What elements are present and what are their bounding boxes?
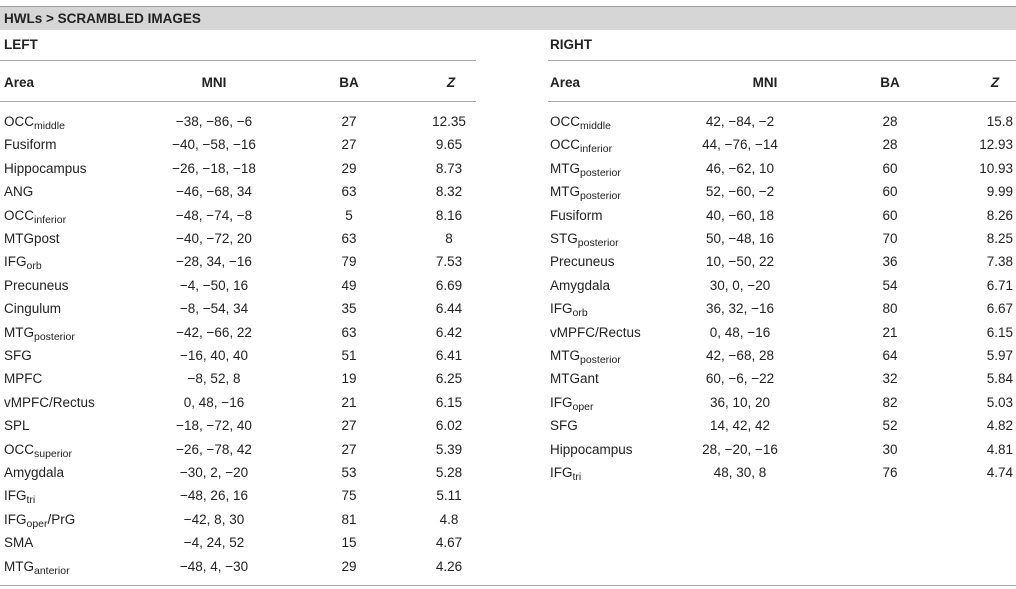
z-cell: 6.41 xyxy=(435,348,463,363)
mni-cell: −16, 40, 40 xyxy=(180,348,248,363)
area-subscript: tri xyxy=(26,494,36,506)
area-name: OCC xyxy=(4,114,34,129)
ba-cell: 15 xyxy=(341,535,357,550)
mni-cell: 14, 42, 42 xyxy=(709,418,771,433)
area-name: MTG xyxy=(4,325,34,340)
mni-cell: −4, 24, 52 xyxy=(183,535,245,550)
ba-cell: 75 xyxy=(341,488,357,503)
z-cell: 4.81 xyxy=(986,442,1013,457)
area-cell xyxy=(4,442,72,458)
z-cell: 8.25 xyxy=(986,231,1013,246)
z-cell: 6.69 xyxy=(435,278,463,293)
z-cell: 6.15 xyxy=(986,325,1013,340)
ba-cell: 52 xyxy=(882,418,898,433)
area-name: SPL xyxy=(4,418,30,433)
right-header-ba: BA xyxy=(880,75,900,90)
area-subscript: posterior xyxy=(34,331,75,343)
mni-cell: 36, 32, −16 xyxy=(706,301,774,316)
area-cell xyxy=(4,465,64,481)
area-subscript: posterior xyxy=(577,237,619,249)
z-cell: 8.32 xyxy=(435,184,463,199)
mni-cell: 40, −60, 18 xyxy=(706,208,774,223)
area-subscript: oper xyxy=(572,401,594,413)
ba-cell: 70 xyxy=(882,231,898,246)
ba-cell: 21 xyxy=(882,325,898,340)
area-name: IFG xyxy=(550,301,573,316)
area-name: vMPFC/Rectus xyxy=(4,395,95,410)
mni-cell: 0, 48, −16 xyxy=(709,325,771,340)
area-cell xyxy=(4,208,66,224)
area-suffix: /PrG xyxy=(47,512,76,527)
z-cell: 8 xyxy=(445,231,453,246)
ba-cell: 53 xyxy=(341,465,357,480)
ba-cell: 30 xyxy=(882,442,898,457)
z-cell: 6.44 xyxy=(435,301,463,316)
ba-cell: 27 xyxy=(341,442,357,457)
mni-cell: −26, −78, 42 xyxy=(176,442,252,457)
area-cell xyxy=(4,559,70,575)
area-cell xyxy=(550,348,621,364)
area-name: MTG xyxy=(4,559,34,574)
area-cell xyxy=(4,488,35,504)
area-subscript: posterior xyxy=(580,167,621,179)
area-subscript: middle xyxy=(34,120,65,132)
area-subscript: superior xyxy=(34,448,72,460)
right-header-area: Area xyxy=(550,75,581,90)
z-cell: 8.26 xyxy=(986,208,1013,223)
area-subscript: orb xyxy=(572,307,588,319)
z-cell: 4.74 xyxy=(986,465,1013,480)
z-cell: 6.42 xyxy=(435,325,463,340)
area-cell xyxy=(4,254,42,270)
area-cell xyxy=(4,348,32,364)
mni-cell: −26, −18, −18 xyxy=(172,161,256,176)
ba-cell: 28 xyxy=(882,137,898,152)
area-name: Amygdala xyxy=(550,278,611,293)
mni-cell: −42, 8, 30 xyxy=(183,512,245,527)
left-header-z: Z xyxy=(446,75,456,90)
ba-cell: 81 xyxy=(341,512,357,527)
z-cell: 8.73 xyxy=(435,161,463,176)
ba-cell: 49 xyxy=(341,278,357,293)
z-cell: 5.03 xyxy=(986,395,1013,410)
ba-cell: 60 xyxy=(882,161,898,176)
area-cell xyxy=(550,465,581,481)
area-cell xyxy=(550,254,615,270)
z-cell: 7.53 xyxy=(435,254,463,269)
area-subscript: oper xyxy=(26,518,48,530)
mni-cell: 0, 48, −16 xyxy=(183,395,245,410)
mni-cell: −40, −58, −16 xyxy=(172,137,256,152)
right-rule-top xyxy=(548,60,1016,61)
mni-cell: 60, −6, −22 xyxy=(705,371,775,386)
right-hemisphere-label: RIGHT xyxy=(550,37,592,52)
area-name: MTGant xyxy=(550,371,599,386)
mni-cell: −28, 34, −16 xyxy=(176,254,252,269)
z-cell: 6.71 xyxy=(986,278,1013,293)
area-subscript: inferior xyxy=(34,214,67,226)
mni-cell: 28, −20, −16 xyxy=(702,442,778,457)
mni-cell: −48, 4, −30 xyxy=(179,559,249,574)
table-title: HWLs > SCRAMBLED IMAGES xyxy=(4,11,201,26)
area-cell xyxy=(4,512,75,528)
mni-cell: 10, −50, 22 xyxy=(706,254,774,269)
ba-cell: 76 xyxy=(882,465,898,480)
area-name: MTG xyxy=(550,161,580,176)
area-name: MTG xyxy=(550,348,580,363)
mni-cell: −30, 2, −20 xyxy=(179,465,249,480)
left-header-mni: MNI xyxy=(201,75,227,90)
left-hemisphere-label: LEFT xyxy=(4,37,38,52)
area-cell xyxy=(550,161,621,177)
area-subscript: posterior xyxy=(580,354,621,366)
ba-cell: 64 xyxy=(882,348,898,363)
area-name: Fusiform xyxy=(550,208,603,223)
area-subscript: tri xyxy=(572,471,582,483)
area-cell xyxy=(4,161,87,177)
mni-cell: −4, −50, 16 xyxy=(179,278,249,293)
right-rule-header xyxy=(548,101,1016,102)
area-name: ANG xyxy=(4,184,34,199)
left-rule-header xyxy=(0,101,476,102)
z-cell: 9.65 xyxy=(435,137,463,152)
ba-cell: 63 xyxy=(341,325,357,340)
z-cell: 4.26 xyxy=(435,559,463,574)
z-cell: 5.97 xyxy=(986,348,1013,363)
ba-cell: 27 xyxy=(341,137,357,152)
ba-cell: 27 xyxy=(341,418,357,433)
ba-cell: 28 xyxy=(882,114,898,129)
table-title-band xyxy=(0,7,1016,30)
ba-cell: 63 xyxy=(341,184,357,199)
area-cell xyxy=(550,278,610,294)
area-name: Fusiform xyxy=(4,137,57,152)
left-header-area: Area xyxy=(4,75,35,90)
area-cell xyxy=(4,184,33,200)
mni-cell: −46, −68, 34 xyxy=(176,184,252,199)
area-name: STG xyxy=(550,231,578,246)
mni-cell: 44, −76, −14 xyxy=(702,137,778,152)
area-name: SFG xyxy=(550,418,578,433)
area-name: MTG xyxy=(550,184,580,199)
z-cell: 6.02 xyxy=(435,418,463,433)
area-cell xyxy=(550,184,621,200)
area-cell xyxy=(4,278,69,294)
area-cell xyxy=(4,231,60,247)
ba-cell: 63 xyxy=(341,231,357,246)
area-name: IFG xyxy=(4,488,27,503)
ba-cell: 60 xyxy=(882,208,898,223)
z-cell: 5.39 xyxy=(435,442,463,457)
z-cell: 5.11 xyxy=(436,488,462,503)
z-cell: 8.16 xyxy=(435,208,463,223)
area-subscript: middle xyxy=(580,120,611,132)
area-name: IFG xyxy=(4,254,27,269)
area-name: SFG xyxy=(4,348,32,363)
ba-cell: 21 xyxy=(341,395,357,410)
area-name: SMA xyxy=(4,535,34,550)
mni-cell: −8, 52, 8 xyxy=(187,371,241,386)
area-cell xyxy=(4,371,42,387)
mni-cell: 48, 30, 8 xyxy=(713,465,767,480)
z-cell: 5.84 xyxy=(986,371,1013,386)
z-cell: 7.38 xyxy=(986,254,1013,269)
ba-cell: 19 xyxy=(341,371,357,386)
area-cell xyxy=(4,395,95,411)
z-cell: 6.25 xyxy=(435,371,463,386)
area-name: IFG xyxy=(550,465,573,480)
ba-cell: 32 xyxy=(882,371,898,386)
mni-cell: 42, −68, 28 xyxy=(706,348,774,363)
area-cell xyxy=(550,418,578,434)
ba-cell: 79 xyxy=(341,254,357,269)
mni-cell: −42, −66, 22 xyxy=(176,325,252,340)
area-cell xyxy=(550,137,612,153)
z-cell: 6.67 xyxy=(986,301,1013,316)
area-cell xyxy=(4,114,65,130)
mni-cell: 42, −84, −2 xyxy=(705,114,775,129)
left-rule-top xyxy=(0,60,476,61)
area-cell xyxy=(550,395,594,411)
area-name: Precuneus xyxy=(550,254,615,269)
mni-cell: −48, 26, 16 xyxy=(180,488,248,503)
mni-cell: −8, −54, 34 xyxy=(179,301,249,316)
mni-cell: −38, −86, −6 xyxy=(175,114,253,129)
area-subscript: anterior xyxy=(34,565,70,577)
left-header-ba: BA xyxy=(339,75,359,90)
area-name: Precuneus xyxy=(4,278,69,293)
area-cell xyxy=(550,442,633,458)
ba-cell: 51 xyxy=(341,348,357,363)
mni-cell: 50, −48, 16 xyxy=(706,231,774,246)
ba-cell: 54 xyxy=(882,278,898,293)
ba-cell: 82 xyxy=(882,395,898,410)
area-cell xyxy=(550,208,603,224)
mni-cell: 46, −62, 10 xyxy=(706,161,774,176)
area-name: MTGpost xyxy=(4,231,60,246)
area-name: OCC xyxy=(550,114,580,129)
area-name: Cingulum xyxy=(4,301,62,316)
ba-cell: 35 xyxy=(341,301,357,316)
z-cell: 15.8 xyxy=(986,114,1013,129)
z-cell: 12.35 xyxy=(432,114,466,129)
z-cell: 12.93 xyxy=(979,137,1013,152)
ba-cell: 5 xyxy=(345,208,353,223)
area-subscript: inferior xyxy=(580,143,613,155)
area-name: Hippocampus xyxy=(4,161,87,176)
area-name: OCC xyxy=(550,137,580,152)
area-subscript: orb xyxy=(26,260,42,272)
mni-cell: 52, −60, −2 xyxy=(705,184,775,199)
area-cell xyxy=(550,371,599,387)
z-cell: 4.67 xyxy=(435,535,463,550)
area-cell xyxy=(550,301,588,317)
area-cell xyxy=(4,137,57,153)
ba-cell: 60 xyxy=(882,184,898,199)
area-name: OCC xyxy=(4,208,34,223)
area-subscript: posterior xyxy=(580,190,621,202)
area-cell xyxy=(550,231,619,247)
area-name: MPFC xyxy=(4,371,43,386)
ba-cell: 36 xyxy=(882,254,898,269)
z-cell: 10.93 xyxy=(979,161,1013,176)
area-cell xyxy=(4,325,75,341)
area-name: Amygdala xyxy=(4,465,65,480)
area-name: OCC xyxy=(4,442,34,457)
table-bottom-rule xyxy=(0,585,1016,586)
mni-cell: 30, 0, −20 xyxy=(709,278,771,293)
area-name: IFG xyxy=(550,395,573,410)
ba-cell: 27 xyxy=(341,114,357,129)
z-cell: 6.15 xyxy=(435,395,463,410)
right-header-mni: MNI xyxy=(752,75,778,90)
area-cell xyxy=(4,301,61,317)
mni-cell: −40, −72, 20 xyxy=(176,231,252,246)
mni-cell: −48, −74, −8 xyxy=(175,208,253,223)
z-cell: 4.82 xyxy=(986,418,1013,433)
area-name: IFG xyxy=(4,512,27,527)
area-cell xyxy=(550,114,611,130)
ba-cell: 29 xyxy=(341,559,357,574)
right-header-z: Z xyxy=(990,75,1000,90)
ba-cell: 29 xyxy=(341,161,357,176)
mni-cell: 36, 10, 20 xyxy=(709,395,771,410)
area-cell xyxy=(550,325,641,341)
ba-cell: 80 xyxy=(882,301,898,316)
z-cell: 9.99 xyxy=(986,184,1013,199)
z-cell: 4.8 xyxy=(439,512,459,527)
area-name: Hippocampus xyxy=(550,442,633,457)
area-name: vMPFC/Rectus xyxy=(550,325,641,340)
z-cell: 5.28 xyxy=(435,465,463,480)
area-cell xyxy=(4,418,30,434)
mni-cell: −18, −72, 40 xyxy=(176,418,252,433)
area-cell xyxy=(4,535,33,551)
